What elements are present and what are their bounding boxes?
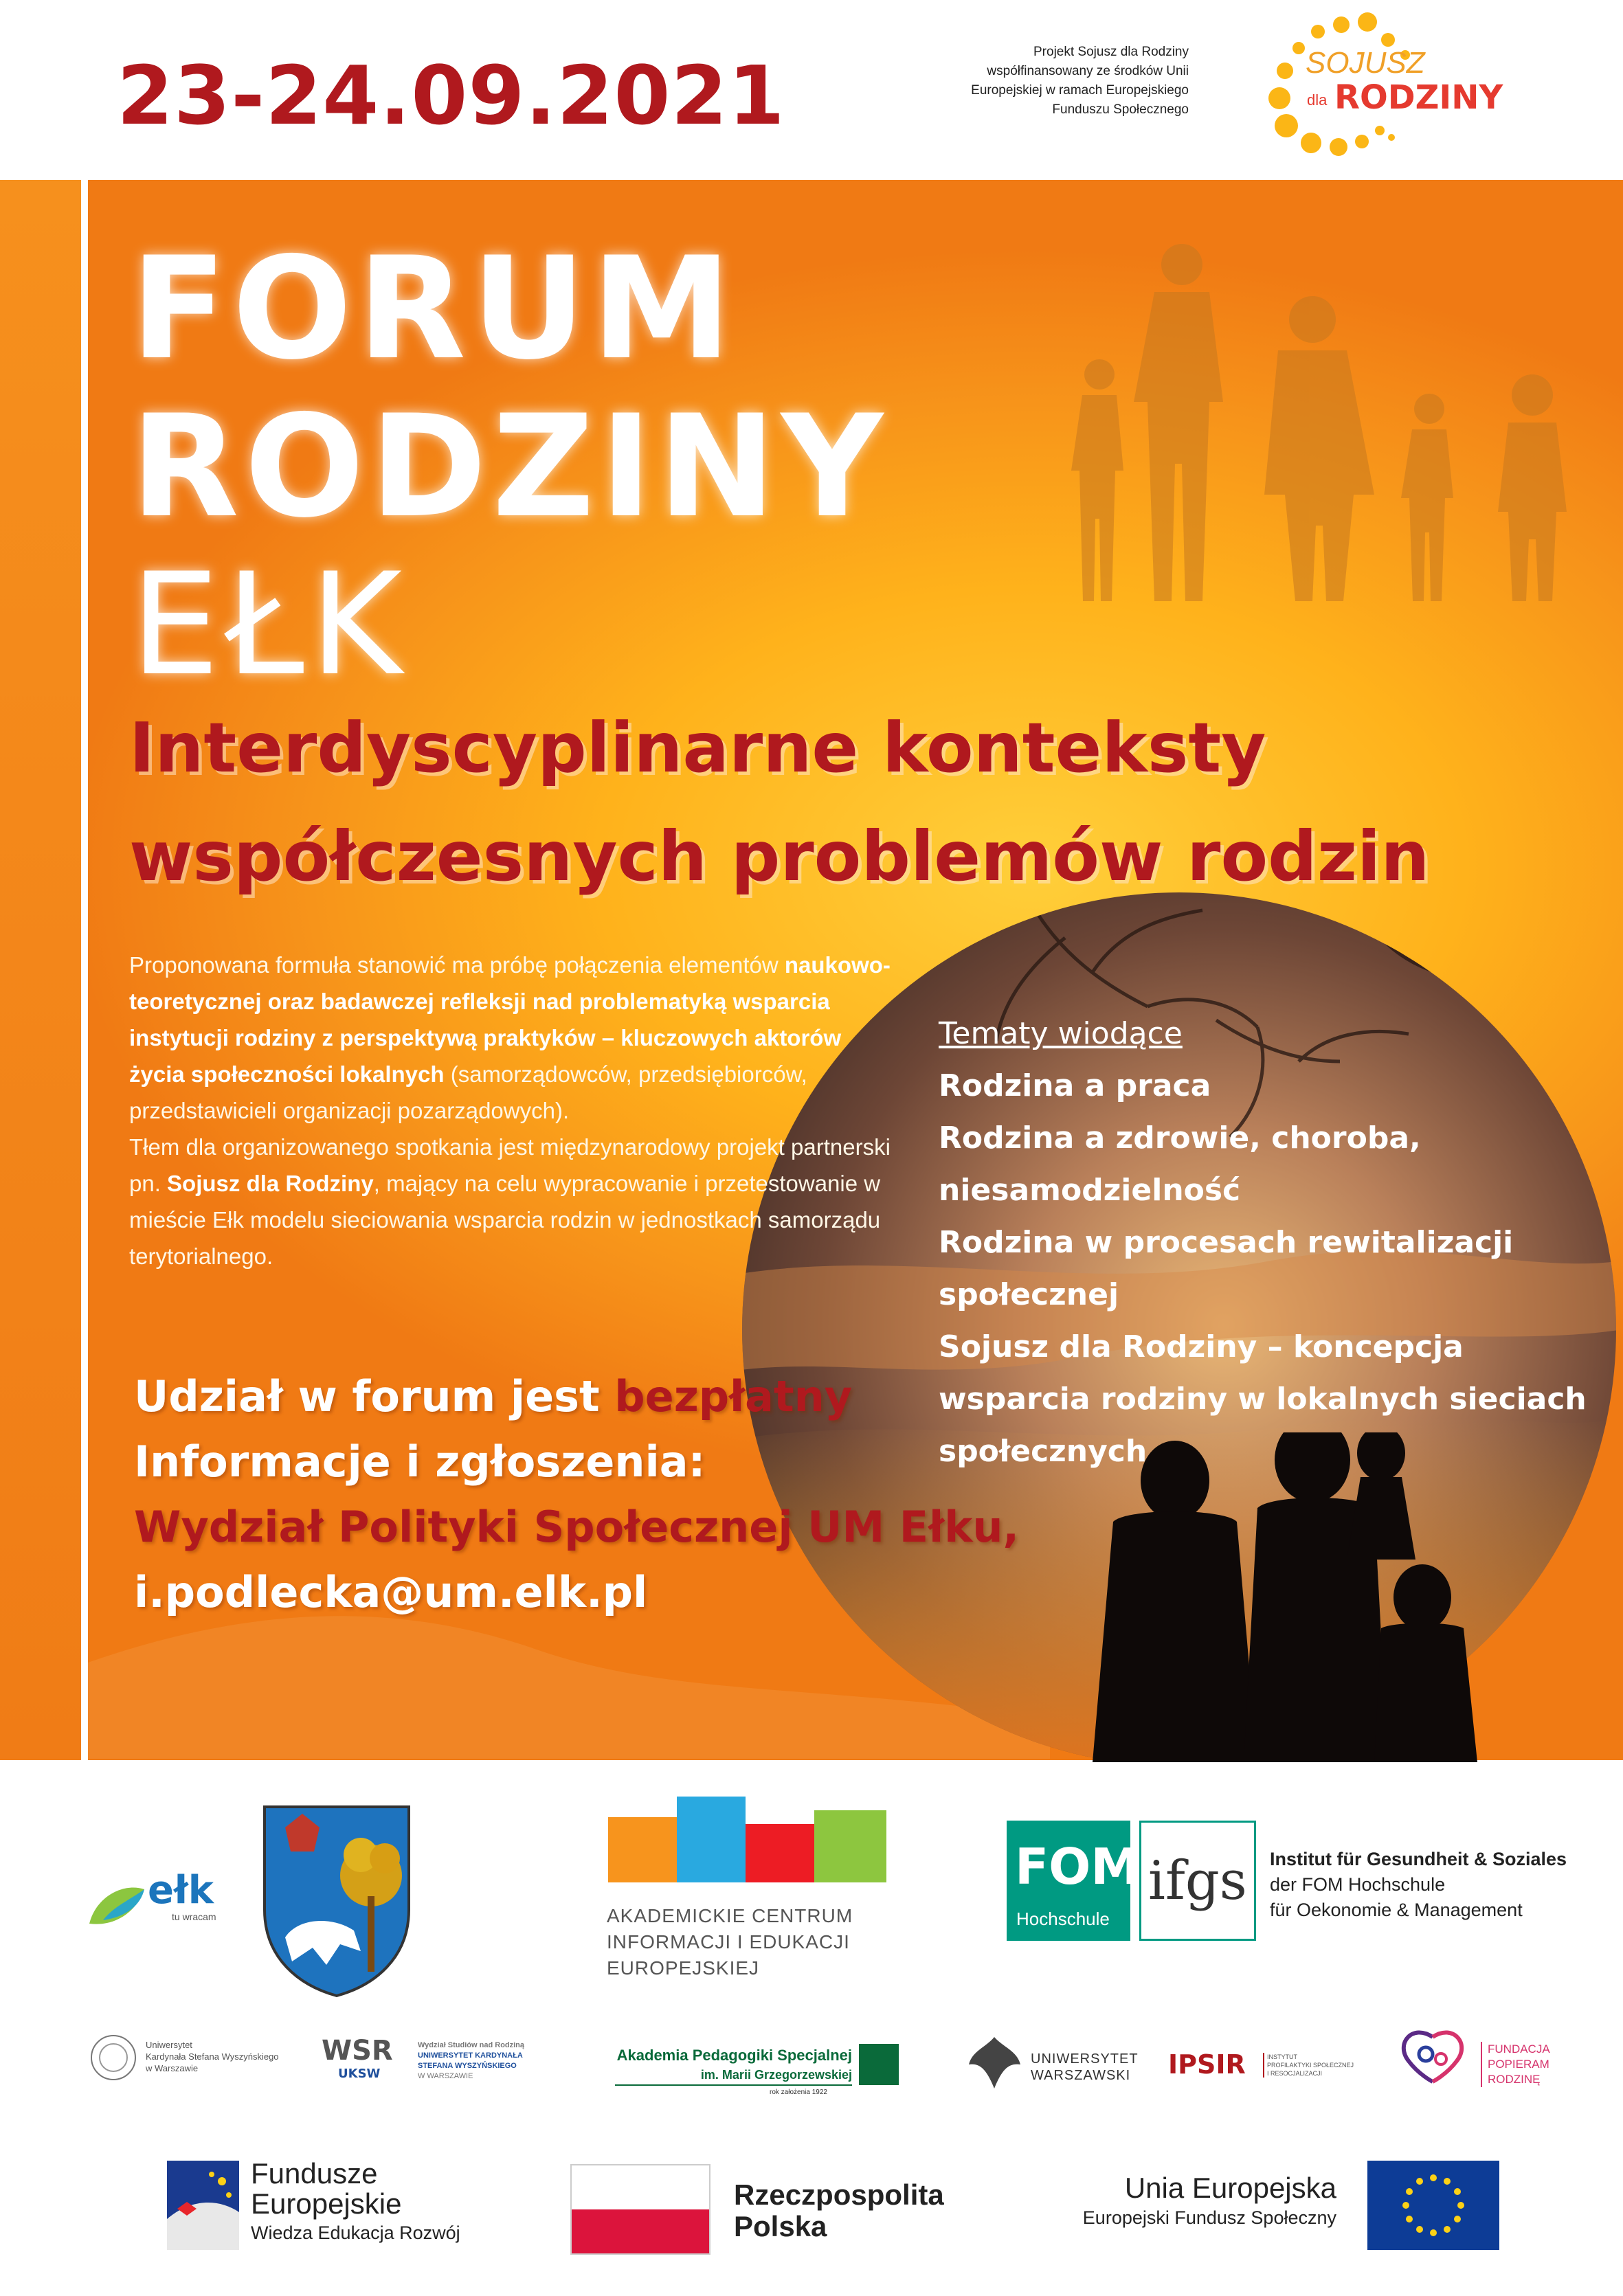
topics-header: Tematy wiodące: [939, 1016, 1183, 1051]
hero-side-stripe: [0, 180, 81, 1760]
ue-line: Europejski Fundusz Społeczny: [1082, 2207, 1336, 2228]
ifgs-institute-text: [1270, 1847, 1567, 1923]
acie-logo-blocks: [605, 1793, 893, 1882]
fe-line: Fundusze: [251, 2157, 378, 2190]
uksw-text: [146, 2039, 279, 2074]
aps-line1: Akademia Pedagogiki Specjalnej: [616, 2047, 852, 2064]
family-silhouette-top: [1058, 237, 1608, 608]
leading-topics: [939, 1008, 1612, 1478]
forum-subtitle: [129, 694, 1607, 911]
wsr-logo-name: WSR: [322, 2035, 393, 2067]
ifgs-title: Institut für Gesundheit & Soziales: [1270, 1849, 1567, 1869]
uw-eagle-icon: [965, 2030, 1024, 2095]
uksw-line: w Warszawie: [146, 2063, 199, 2073]
forum-title: [131, 227, 889, 707]
elk-coat-of-arms: [258, 1800, 416, 1999]
topic-item: Sojusz dla Rodziny – koncepcja wsparcia rodziny w lokalnych sieciach społecznych: [939, 1329, 1587, 1469]
ipsir-line: INSTYTUT: [1267, 2053, 1297, 2060]
aps-emblem-icon: [859, 2044, 899, 2085]
fundacja-logo-icon: [1391, 2023, 1474, 2092]
description-text: Tłem dla organizowanego spotkania jest międzynarodowy projekt partnerski pn.: [129, 1134, 891, 1196]
aps-text: [615, 2046, 852, 2086]
uksw-line: Uniwersytet: [146, 2040, 192, 2050]
participation-text: Udział w forum jest: [134, 1371, 615, 1421]
ifgs-line: der FOM Hochschule: [1270, 1874, 1446, 1895]
title-line-rodziny: RODZINY: [131, 385, 889, 549]
ipsir-line: PROFILAKTYKI SPOŁECZNEJ: [1267, 2062, 1354, 2069]
family-silhouette-bottom: [1086, 1432, 1498, 1762]
title-line-elk: EŁK: [131, 543, 408, 707]
rp-line: Rzeczpospolita: [734, 2179, 944, 2211]
uksw-line: Kardynała Stefana Wyszyńskiego: [146, 2051, 279, 2062]
fundacja-line: POPIERAM: [1488, 2058, 1549, 2071]
description-text: (samorządowców, przedsiębiorców, przedstawicieli organizacji pozarządowych).: [129, 1061, 807, 1123]
fundacja-line: FUNDACJA: [1488, 2042, 1550, 2056]
fom-logo-sub: Hochschule: [1016, 1909, 1110, 1929]
rp-line: Polska: [734, 2210, 827, 2242]
description-bold: naukowo-teoretycznej oraz badawczej refleksji nad problematyką wsparcia instytucji rodziny z perspektywą praktyków – kluczowych aktorów życia społeczności lokalnych: [129, 952, 891, 1087]
participation-line: [134, 1364, 1027, 1429]
uksw-seal-icon: [89, 2034, 137, 2082]
unia-europejska-text: [1048, 2171, 1336, 2230]
fe-line: Wiedza Edukacja Rozwój: [251, 2222, 460, 2243]
acie-line: EUROPEJSKIEJ: [607, 1957, 760, 1979]
project-note-line: Europejskiej w ramach Europejskiego: [971, 83, 1189, 98]
aps-line2: im. Marii Grzegorzewskiej: [700, 2068, 852, 2082]
fundusze-europejskie-icon: [164, 2157, 243, 2253]
title-line-forum: FORUM: [131, 227, 737, 391]
elk-logo-tagline: tu wracam: [172, 1911, 216, 1922]
fundusze-europejskie-text: [251, 2159, 460, 2247]
ifgs-logo: [1139, 1821, 1256, 1941]
logo-dla-text: dla: [1307, 91, 1328, 109]
info-header: Informacje i zgłoszenia:: [134, 1437, 706, 1487]
ue-line: Unia Europejska: [1124, 2172, 1336, 2204]
topic-item: Rodzina a praca: [939, 1068, 1211, 1103]
acie-line: AKADEMICKIE CENTRUM: [607, 1905, 853, 1926]
ifgs-logo-name: ifgs: [1148, 1850, 1247, 1912]
ipsir-text: [1263, 2053, 1354, 2078]
uw-line: WARSZAWSKI: [1031, 2068, 1131, 2083]
ifgs-line: für Oekonomie & Management: [1270, 1900, 1523, 1920]
aps-founded: rok założenia 1922: [770, 2089, 827, 2096]
acie-logo-text: [607, 1903, 853, 1981]
fe-line: Europejskie: [251, 2187, 402, 2220]
wsr-text: [418, 2040, 524, 2082]
wsr-line: UNIWERSYTET KARDYNAŁA: [418, 2051, 523, 2060]
acie-line: INFORMACJI I EDUKACJI: [607, 1931, 850, 1952]
project-note-line: Funduszu Społecznego: [1052, 102, 1189, 117]
project-name-bold: Sojusz dla Rodziny: [167, 1171, 374, 1196]
free-label: bezpłatny: [614, 1371, 853, 1421]
elk-logo-name: ełk: [148, 1868, 214, 1913]
contact-email-link[interactable]: i.podlecka@um.elk.pl: [134, 1567, 648, 1617]
description-text: , mający na celu wypracowanie i przetestowanie w mieście Ełk modelu sieciowania wsparcia rodzin w jednostkach samorządu terytorialnego.: [129, 1171, 881, 1269]
organizer-department: Wydział Polityki Społecznej UM Ełku,: [134, 1502, 1020, 1552]
fundacja-line: RODZINĘ: [1488, 2073, 1541, 2086]
wsr-line: W WARSZAWIE: [418, 2072, 473, 2080]
rzeczpospolita-polska-text: [734, 2179, 944, 2242]
description-text: Proponowana formuła stanowić ma próbę połączenia elementów: [129, 952, 779, 978]
sojusz-dla-rodziny-logo: [1251, 12, 1505, 157]
registration-info: [134, 1364, 1027, 1625]
logo-rodziny-text: RODZINY: [1334, 78, 1503, 117]
ipsir-line: I RESOCJALIZACJI: [1267, 2070, 1323, 2077]
subtitle-line: Interdyscyplinarne konteksty: [129, 708, 1266, 788]
subtitle-line: współczesnych problemów rodzin: [129, 816, 1430, 897]
project-note-line: współfinansowany ze środków Unii: [987, 64, 1189, 78]
uw-text: [1031, 2051, 1139, 2084]
eu-flag-icon: [1367, 2161, 1499, 2250]
wsr-logo-sub: UKSW: [338, 2067, 381, 2081]
ipsir-logo-name: IPSIR: [1168, 2049, 1246, 2080]
wsr-line: Wydział Studiów nad Rodziną: [418, 2041, 525, 2049]
polish-flag-icon: [570, 2164, 710, 2255]
forum-description: [129, 947, 899, 1274]
project-funding-note: [866, 43, 1189, 120]
topic-item: Rodzina a zdrowie, choroba, niesamodzielność: [939, 1121, 1421, 1208]
fom-logo: [1007, 1821, 1141, 1941]
logo-sojusz-text: SOJUSZ: [1306, 46, 1425, 80]
hero-divider-line: [81, 180, 88, 1760]
fundacja-text: [1481, 2042, 1550, 2087]
wsr-line: STEFANA WYSZYŃSKIEGO: [418, 2062, 517, 2070]
uw-line: UNIWERSYTET: [1031, 2051, 1139, 2067]
project-note-line: Projekt Sojusz dla Rodziny: [1033, 45, 1189, 59]
topic-item: Rodzina w procesach rewitalizacji społecznej: [939, 1225, 1514, 1312]
elk-city-logo: [76, 1841, 240, 1951]
fom-logo-name: FOM: [1015, 1838, 1141, 1895]
event-date: 23-24.09.2021: [117, 48, 785, 143]
